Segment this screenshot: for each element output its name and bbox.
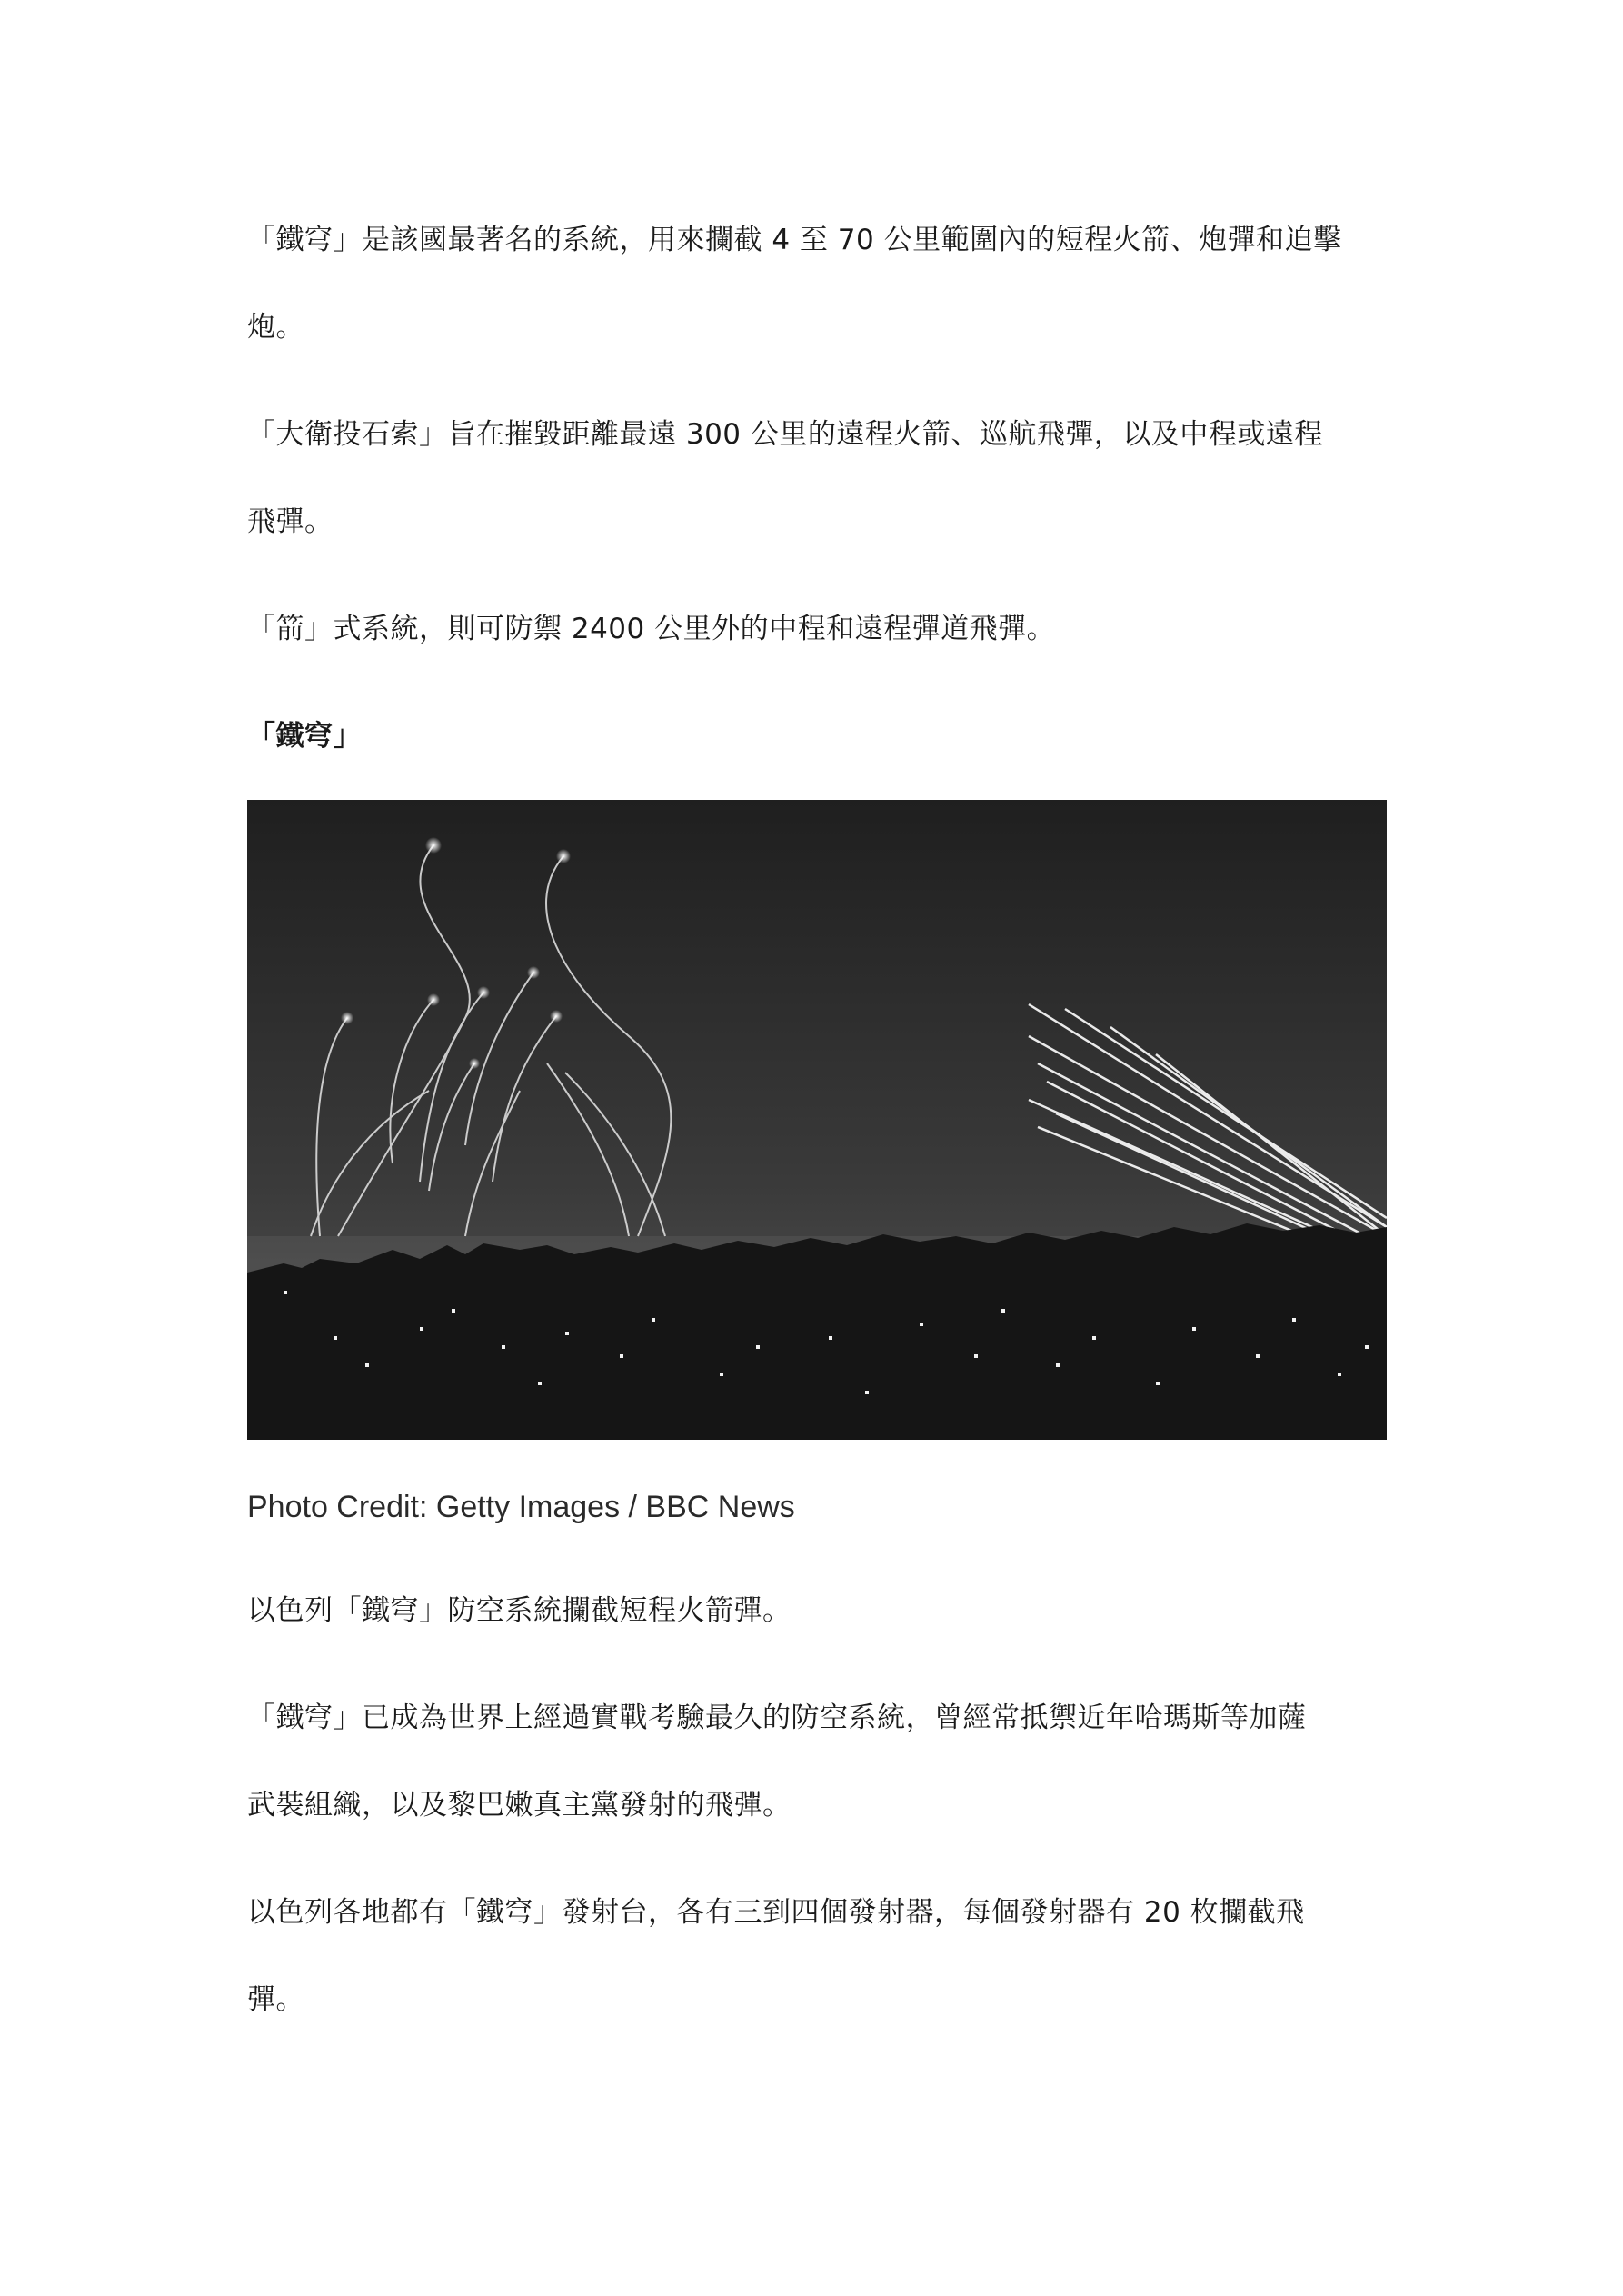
paragraph-battle-tested-line-1: 「鐵穹」已成為世界上經過實戰考驗最久的防空系統，曾經常抵禦近年哈瑪斯等加薩 (247, 1702, 1307, 1734)
iron-dome-photo (247, 800, 1387, 1440)
paragraph-arrow-line-1: 「箭」式系統，則可防禦 2400 公里外的中程和遠程彈道飛彈。 (247, 613, 1056, 645)
paragraph-launchers-line-2: 彈。 (247, 1983, 304, 2016)
paragraph-launchers-line-1: 以色列各地都有「鐵穹」發射台，各有三到四個發射器，每個發射器有 20 枚攔截飛 (247, 1896, 1305, 1929)
paragraph-iron-dome-line-2: 炮。 (247, 311, 304, 344)
night-sky-interception-image (247, 800, 1387, 1440)
paragraph-davids-sling-line-2: 飛彈。 (247, 505, 334, 538)
paragraph-iron-dome-line-1: 「鐵穹」是該國最著名的系統，用來攔截 4 至 70 公里範圍內的短程火箭、炮彈和迫擊 (247, 224, 1342, 256)
section-heading: 「鐵穹」 (247, 720, 362, 753)
paragraph-davids-sling-line-1: 「大衛投石索」旨在摧毀距離最遠 300 公里的遠程火箭、巡航飛彈，以及中程或遠程 (247, 418, 1323, 451)
paragraph-photo-description: 以色列「鐵穹」防空系統攔截短程火箭彈。 (247, 1594, 792, 1627)
paragraph-battle-tested-line-2: 武裝組織，以及黎巴嫩真主黨發射的飛彈。 (247, 1789, 792, 1822)
photo-credit-caption: Photo Credit: Getty Images / BBC News (247, 1490, 795, 1524)
